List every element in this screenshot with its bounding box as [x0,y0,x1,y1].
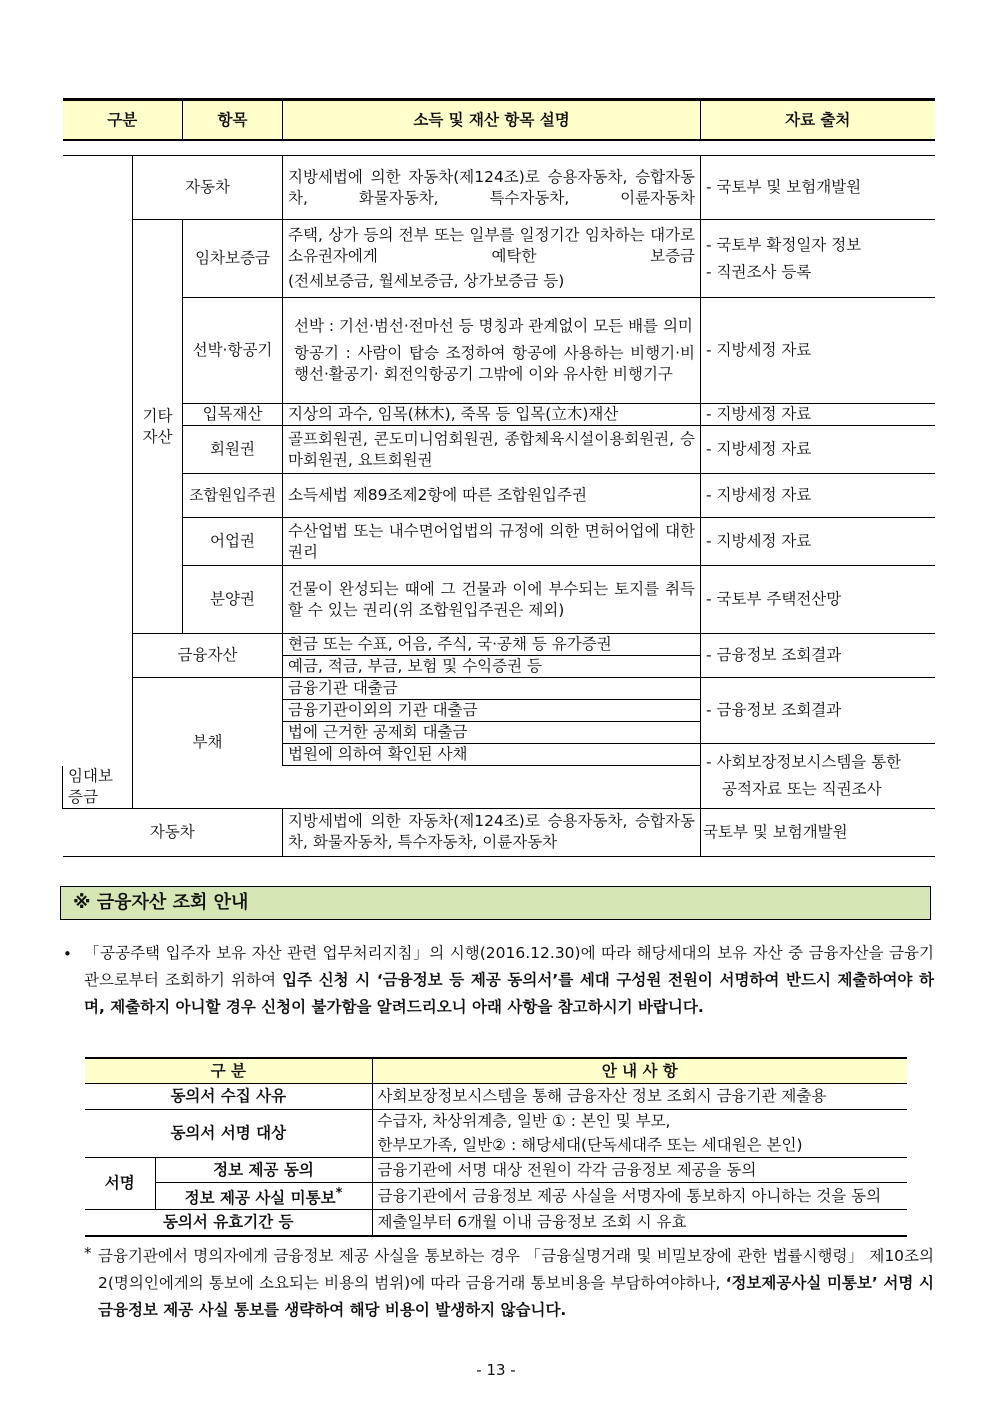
footnote [84,1243,934,1324]
info-label: 동의서 수집 사유 [85,1084,372,1110]
source-car-bottom: 국토부 및 보험개발원 [701,808,935,856]
note-asterisk: * [84,1244,92,1262]
item-label: 어업권 [183,518,283,566]
table-row [63,474,935,518]
table-row [63,220,935,298]
info-label: 정보 제공 사실 미통보 [184,1189,336,1208]
category-other-assets: 기타 자산 [133,220,183,634]
item-desc-note: (전세보증금, 월세보증금, 상가보증금 등) [288,272,565,290]
item-source: - 국토부 확정일자 정보 [706,235,862,254]
source-car: - 국토부 및 보험개발원 [701,156,935,220]
info-header-category: 구 분 [85,1058,372,1084]
table-header [63,100,935,141]
item-source: - 지방세정 자료 [701,298,935,404]
debt-item: 임대보증금 [63,766,133,809]
table-row [85,1084,907,1110]
table-row [85,1183,907,1210]
item-desc: 수산업법 또는 내수면어업법의 규정에 의한 면허어업에 대한 권리 [283,518,701,566]
note-bold-text: ‘정보제공사실 미통보’ 서명 시 금융정보 제공 사실 통보를 생략하여 해당 비용이 발생하지 않습니다. [98,1274,934,1319]
debt-source-1: - 금융정보 조회결과 [701,678,935,744]
item-source-2: - 직권조사 등록 [706,262,812,281]
item-desc: 건물이 완성되는 때에 그 건물과 이에 부수되는 토지를 취득할 수 있는 권리(위 조합원입주권은 제외) [283,566,701,634]
desc-car-bottom: 지방세법에 의한 자동차(제124조)로 승용자동차, 승합자동차, 화물자동차, 특수자동차, 이륜자동차 [283,808,701,856]
financial-desc-2: 예금, 적금, 부금, 보험 및 수익증권 등 [283,656,701,678]
item-label: 조합원입주권 [183,474,283,518]
table-row [63,426,935,474]
desc-car: 지방세법에 의한 자동차(제124조)로 승용자동차, 승합자동차, 화물자동차, 특수자동차, 이륜자동차 [283,156,701,220]
debt-source-2b: 공적자료 또는 직권조사 [722,779,882,798]
item-label: 회원권 [183,426,283,474]
table-row [85,1110,907,1158]
info-label: 정보 제공 동의 [155,1158,372,1183]
item-desc: 소득세법 제89조제2항에 따른 조합원입주권 [283,474,701,518]
item-desc-2: 항공기 : 사람이 탑승 조정하여 항공에 사용하는 비행기·비행선·활공기· 회전익항공기 그밖에 이와 유사한 비행기구 [294,344,696,383]
info-header-guide: 안 내 사 항 [372,1058,907,1084]
intro-text: 「공공주택 입주자 보유 자산 관련 업무처리지침」의 시행(2016.12.30)에 따라 해당세대의 보유 자산 중 금융자산을 금융기관으로부터 조회하기 위하여 [84,944,934,989]
info-group-sign: 서명 [85,1158,155,1210]
item-source: - 지방세정 자료 [701,426,935,474]
table-row [63,156,935,220]
item-car-bottom: 자동차 [63,808,283,856]
table-row [63,518,935,566]
table-row [63,634,935,656]
bullet-icon: • [63,945,72,963]
debt-item: 법에 근거한 공제회 대출금 [283,722,701,744]
table-row [63,566,935,634]
header-description: 소득 및 재산 항목 설명 [283,100,701,141]
asterisk-mark: * [335,1186,343,1201]
intro-paragraph [84,940,934,1021]
debt-item: 법원에 의하여 확인된 사채 [283,744,701,766]
table-row [63,404,935,426]
info-value: 금융기관에서 금융정보 제공 사실을 서명자에 통보하지 아니하는 것을 동의 [372,1183,907,1210]
debt-item: 금융기관이외의 기관 대출금 [283,700,701,722]
table-row [63,678,935,700]
item-label: 분양권 [183,566,283,634]
item-financial: 금융자산 [133,634,283,678]
note-text: 금융기관에서 명의자에게 금융정보 제공 사실을 통보하는 경우 「금융실명거래 및 비밀보장에 관한 법률시행령」 제10조의2(명의인에게의 통보에 소요되는 비용의 범위)에 따라 금융거래 통보비용을 부담하여야하나, [98,1247,934,1292]
item-label: 임차보증금 [183,220,283,298]
header-item: 항목 [183,100,283,141]
category-blank [63,156,133,766]
table-row [63,808,935,856]
info-label: 동의서 서명 대상 [85,1110,372,1158]
debt-source-2a: - 사회보장정보시스템을 통한 [706,752,902,771]
info-value-1: 수급자, 차상위계층, 일반 ① : 본인 및 부모, [377,1112,671,1130]
table-row [63,298,935,404]
info-value: 사회보장정보시스템을 통해 금융자산 정보 조회시 금융기관 제출용 [372,1084,907,1110]
item-desc: 주택, 상가 등의 전부 또는 일부를 일정기간 임차하는 대가로 소유권자에게 예탁한 보증금 [288,226,696,265]
info-value: 제출일부터 6개월 이내 금융정보 조회 시 유효 [372,1210,907,1236]
intro-bold-text: 입주 신청 시 ‘금융정보 등 제공 동의서’를 세대 구성원 전원이 서명하여 반드시 제출하여야 하며, 제출하지 아니할 경우 신청이 불가함을 알려드리오니 아래 사항을 참고하시기 바랍니다. [84,971,934,1016]
info-label: 동의서 유효기간 등 [85,1210,372,1236]
table-row [85,1210,907,1236]
info-value-2: 한부모가족, 일반② : 해당세대(단독세대주 또는 세대원은 본인) [377,1136,803,1154]
header-category: 구분 [63,100,183,141]
financial-source: - 금융정보 조회결과 [701,634,935,678]
item-source: - 지방세정 자료 [701,404,935,426]
item-desc: 선박 : 기선·범선·전마선 등 명칭과 관계없이 모든 배를 의미 [294,317,693,335]
item-desc: 지상의 과수, 임목(林木), 죽목 등 입목(立木)재산 [283,404,701,426]
item-car: 자동차 [133,156,283,220]
page-number: - 13 - [476,1361,516,1379]
header-source: 자료 출처 [701,100,935,141]
debt-item: 금융기관 대출금 [283,678,701,700]
item-desc: 골프회원권, 콘도미니엄회원권, 종합체육시설이용회원권, 승마회원권, 요트회원권 [283,426,701,474]
table-row [85,1158,907,1183]
financial-desc-1: 현금 또는 수표, 어음, 주식, 국·공채 등 유가증권 [283,634,701,656]
section-title: ※ 금융자산 조회 안내 [60,886,931,920]
item-label: 입목재산 [183,404,283,426]
item-label: 선박·항공기 [183,298,283,404]
item-source: - 지방세정 자료 [701,474,935,518]
item-debt: 부채 [133,678,283,809]
item-source: - 국토부 주택전산망 [701,566,935,634]
consent-info-table [85,1057,907,1237]
asset-table [62,98,935,857]
info-value: 금융기관에 서명 대상 전원이 각각 금융정보 제공을 동의 [372,1158,907,1183]
item-source: - 지방세정 자료 [701,518,935,566]
info-header [85,1058,907,1084]
